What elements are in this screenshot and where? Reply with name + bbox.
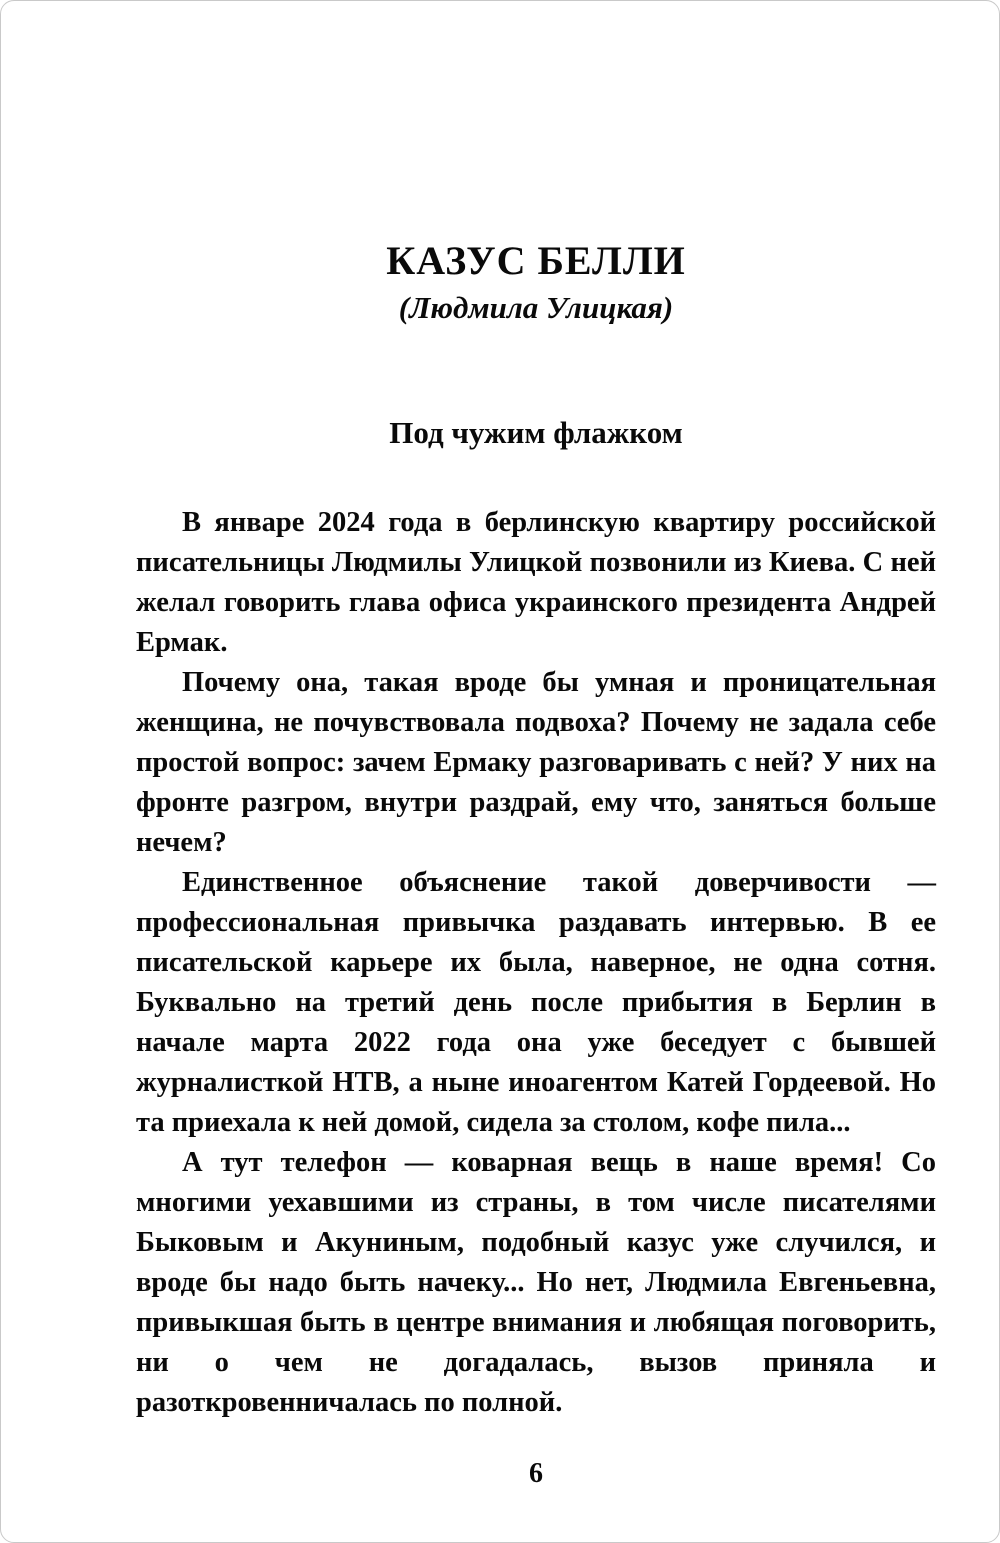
paragraph-4: А тут телефон — коварная вещь в наше время! Со многими уехавшими из страны, в том числе писателями Быковым и Акуниным, подобный казус уже случился, и вроде бы надо быть начеку... Но нет, Людмила Евгеньевна, привыкшая быть в центре внимания и любящая поговорить, ни о чем не догадалась, вызов приняла и разоткровенничалась по полной. (136, 1147, 936, 1419)
text-column (136, 1, 936, 1423)
paragraph-2: Почему она, такая вроде бы умная и проницательная женщина, не почувствовала подвоха? Почему не задала себе простой вопрос: зачем Ермаку разговаривать с ней? У них на фронте разгром, внутри раздрай, ему что, заняться больше нечем? (136, 667, 936, 859)
paragraph-1: В январе 2024 года в берлинскую квартиру российской писательницы Людмилы Улицкой позвонили из Киева. С ней желал говорить глава офиса украинского президента Андрей Ермак. (136, 507, 936, 659)
body-text (136, 503, 936, 1423)
chapter-author: (Людмила Улицкая) (398, 290, 674, 325)
chapter-title: КАЗУС БЕЛЛИ (386, 238, 686, 283)
paragraph-3: Единственное объяснение такой доверчивости — профессиональная привычка раздавать интервью. В ее писательской карьере их была, наверное, не одна сотня. Буквально на третий день после прибытия в Берлин в начале марта 2022 года она уже беседует с бывшей журналисткой НТВ, а ныне иноагентом Катей Гордеевой. Но та приехала к ней домой, сидела за столом, кофе пила... (136, 867, 936, 1139)
section-heading: Под чужим флажком (389, 415, 683, 451)
page-number: 6 (529, 1458, 543, 1489)
